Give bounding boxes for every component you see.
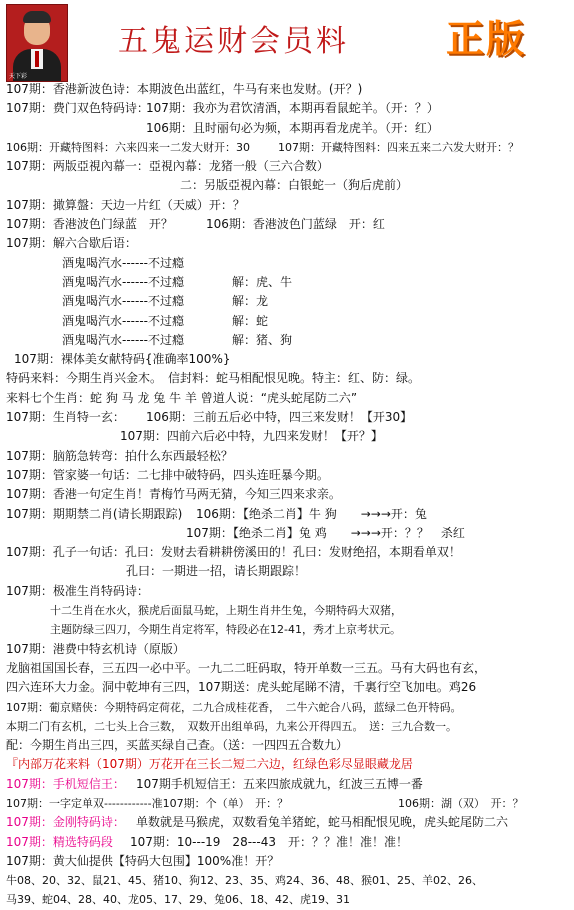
content-body	[0, 80, 574, 910]
line-40: 107期：精选特码段 107期：10---19 28---43 开：？？准！准！准！	[6, 834, 408, 849]
line-22: 107期：香港一句定生肖！青梅竹马两无猜，今知三四来求亲。	[6, 487, 341, 502]
line-4: 106期：开藏特图料：六来四来一二发大财开：30 107期：开藏特图料：四来五来二六发大财开：？	[6, 140, 519, 154]
line-38: 107期：一字定单双------------准107期：个（单） 开：？ 106期：湖（双） 开：？	[6, 796, 524, 810]
line-24: 107期：【绝杀二肖】兔 鸡 →→→开：？？ 杀红	[186, 525, 465, 540]
line-3: 106期：且时丽句必为频，本期再看龙虎羊。（开：红）	[146, 120, 439, 135]
line-39: 107期：金刚特码诗： 单数就是马猴虎，双数看兔羊猪蛇，蛇马相配恨见晚，虎头蛇尾防二六	[6, 815, 509, 830]
line-18: 107期：生肖特一玄： 106期：三前五后必中特，四三来发财！【开30】	[6, 410, 413, 425]
line-30: 107期：港费中特玄机诗（原版）	[6, 641, 185, 656]
line-15: 107期：裸体美女献特码{准确率100%}	[14, 352, 231, 367]
line-13: 酒鬼喝汽水------不过瘾 解：蛇	[62, 313, 269, 328]
line-2: 107期：费门双色特码诗： 107期：我亦为君饮清酒，本期再看鼠蛇羊。（开：？）	[6, 101, 439, 116]
line-26: 孔曰：一期进一招，请长期跟踪！	[126, 564, 307, 579]
line-20: 107期：脑筋急转弯：拍什么东西最轻松？	[6, 448, 233, 463]
line-12: 酒鬼喝汽水------不过瘾 解：龙	[62, 294, 269, 309]
line-9: 107期：解六合歇后语：	[6, 236, 137, 251]
line-37: 107期：手机短信王： 107期手机短信王：五来四旅成就九，红波三五博一番	[6, 776, 423, 791]
line-34: 本期二门有玄机，二七头上合三数， 双数开出组单码，九来公开得四五。 送：三九合数一。	[6, 719, 457, 733]
line-19: 107期：四前六后必中特，九四来发财！【开？】	[120, 429, 383, 444]
line-35: 配：今期生肖出三四，买蓝买绿自己查。（送：一四四五合数九）	[6, 738, 349, 753]
line-42: 牛08、20、32、鼠21、45、猪10、狗12、23、35、鸡24、36、48、猴01、25、羊02、26、	[6, 874, 483, 888]
line-33: 107期：葡京赌侠：今期特码定荷花，二九合成桂花香， 二牛六蛇合八码，蓝绿二色开特码。	[6, 700, 462, 714]
line-11: 酒鬼喝汽水------不过瘾 解：虎、牛	[62, 274, 293, 289]
line-1: 107期：香港新波色诗：本期波色出蓝红，牛马有来也发财。(开？)	[6, 82, 363, 96]
line-5: 107期：两版亞視內幕一：亞視內幕：龙猪一般（三六合数）	[6, 159, 329, 174]
line-28: 十二生肖在水火，猴虎后面鼠马蛇，上期生肖井生兔，今期特码大双猪，	[50, 604, 402, 618]
line-31: 龙脑祖国国长春，三五四一必中平。一九二二旺码取，特开单数一三五。马有大码也有玄，	[6, 660, 487, 675]
header	[0, 0, 574, 82]
line-27: 107期：极准生肖特码诗：	[6, 583, 149, 598]
line-8: 107期：香港波色门绿蓝 开？ 106期：香港波色门蓝绿 开：红	[6, 217, 385, 232]
line-41: 107期：黄大仙提供【特码大包围】100%准！开？	[6, 853, 280, 868]
line-14: 酒鬼喝汽水------不过瘾 解：猪、狗	[62, 332, 293, 347]
line-32: 四六连环大力金。洞中乾坤有三四，107期送：虎头蛇尾睇不清，千裏行空飞加电。鸡26	[6, 680, 477, 695]
line-25: 107期：孔子一句话：孔曰：发财去看耕耕傍溪田的！孔曰：发财绝招，本期看单双！	[6, 545, 461, 560]
line-17: 来料七个生肖：蛇 狗 马 龙 兔 牛 羊 曾道人说：“虎头蛇尾防二六”	[6, 390, 358, 405]
portrait-photo	[6, 4, 68, 82]
line-10: 酒鬼喝汽水------不过瘾	[62, 255, 184, 270]
photo-caption: 天下彩	[9, 73, 28, 80]
genuine-stamp: 正版	[446, 17, 527, 61]
line-29: 主题防绿三四刀，今期生肖定将军，特段必在12-41，秀才上京考状元。	[50, 623, 401, 637]
line-7: 107期：撖算盤：天边一片红（天威）开：？	[6, 197, 245, 212]
line-23: 107期：期期禁二肖(请长期跟踪) 106期：【绝杀二肖】牛 狗 →→→开：兔	[6, 506, 427, 521]
page-title: 五鬼运财会员料	[118, 24, 349, 59]
line-43: 马39、蛇04、28、40、龙05、17、29、兔06、18、42、虎19、31	[6, 893, 350, 907]
line-6: 二：另版亞視內幕：白银蛇一（狗后虎前）	[180, 178, 409, 193]
line-21: 107期：管家婆一句话：二七排中破特码，四头连旺暴今期。	[6, 467, 329, 482]
line-16: 特码来料：今期生肖兴金木。 信封料：蛇马相配恨见晚。特主：红、防：绿。	[6, 371, 421, 386]
line-36: 『内部万花来料（107期）万花开在三长二短二六边，红绿色彩尽显眼藏龙居	[6, 757, 413, 772]
